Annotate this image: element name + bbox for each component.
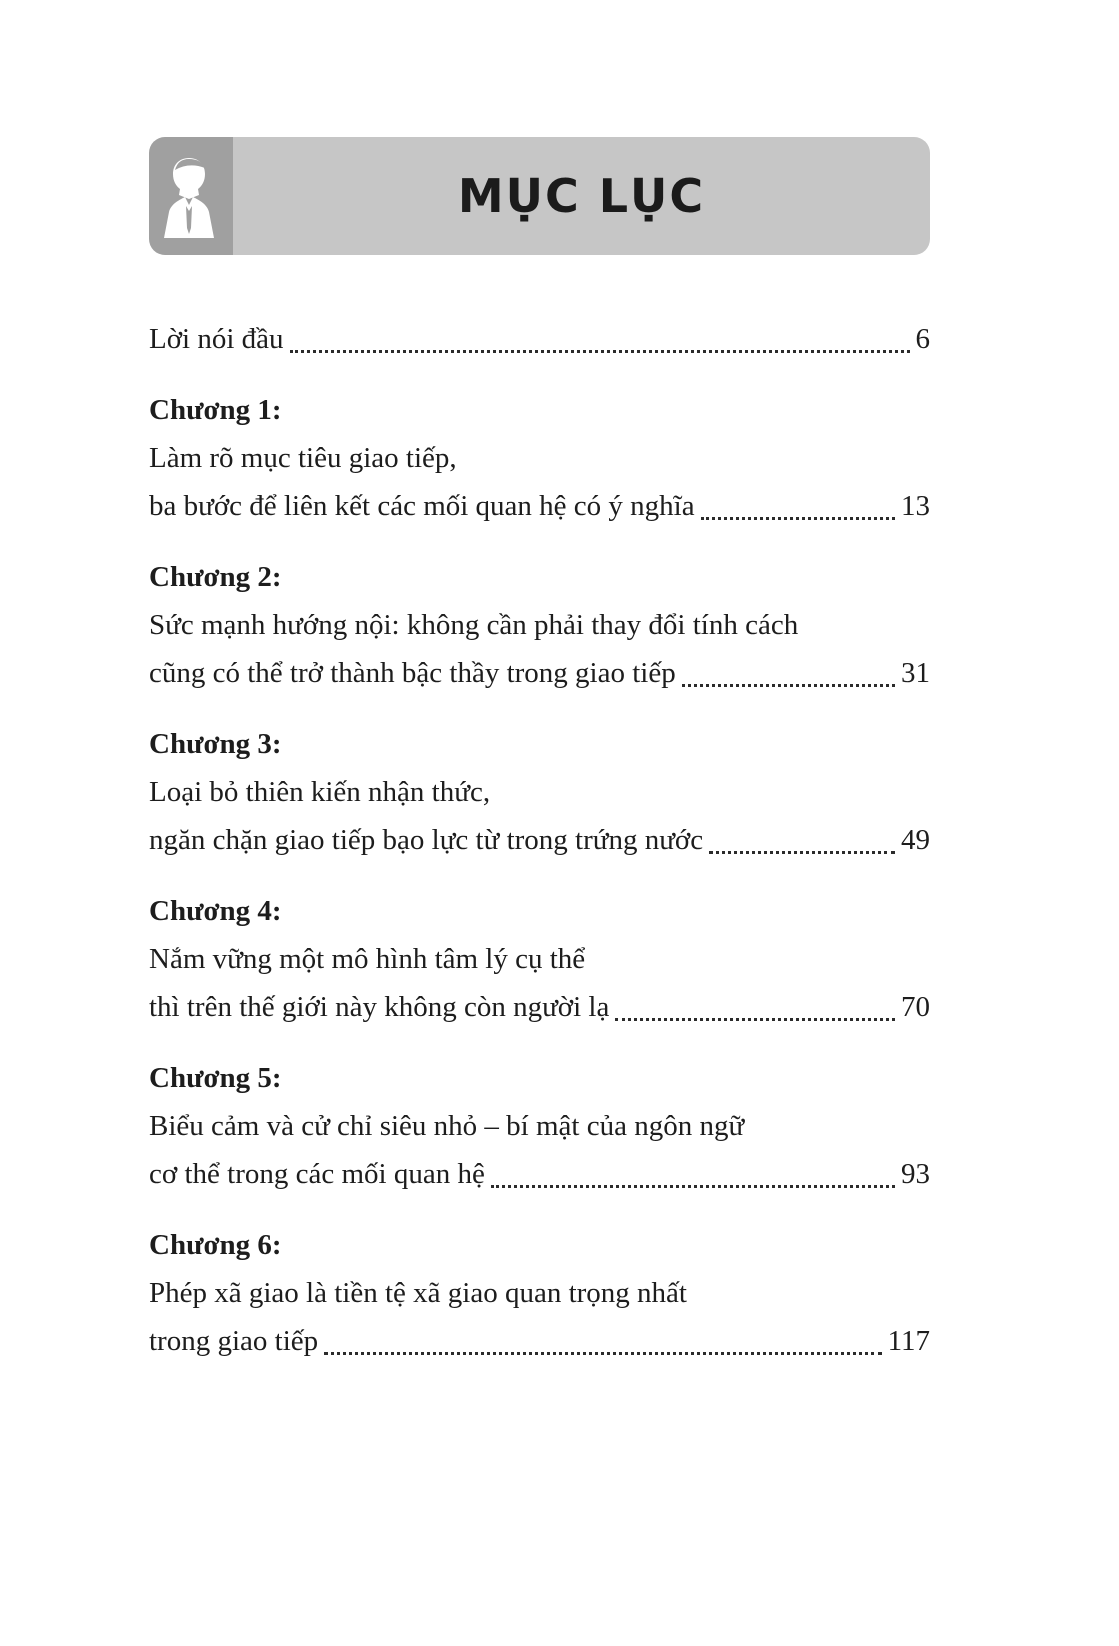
chapter-heading: Chương 6:: [149, 1229, 282, 1261]
dot-leader: [701, 517, 895, 520]
chapter-last-line: [149, 983, 930, 1031]
dot-leader: [324, 1352, 881, 1355]
toc-entry-chapter-5: [149, 1054, 930, 1198]
chapter-page-number: 49: [901, 824, 930, 856]
chapter-line-text: cũng có thể trở thành bậc thầy trong giao tiếp: [149, 657, 676, 689]
man-silhouette-icon: [162, 154, 220, 238]
chapter-line: Biểu cảm và cử chỉ siêu nhỏ – bí mật của ngôn ngữ: [149, 1110, 745, 1142]
dot-leader: [615, 1018, 895, 1021]
chapter-line: Nắm vững một mô hình tâm lý cụ thể: [149, 943, 586, 975]
preface-label: Lời nói đầu: [149, 323, 284, 355]
chapter-last-line: [149, 482, 930, 530]
chapter-last-line: [149, 649, 930, 697]
title-area: [233, 137, 930, 255]
chapter-heading: Chương 1:: [149, 394, 282, 426]
toc-entry-chapter-6: [149, 1221, 930, 1365]
chapter-line-text: cơ thể trong các mối quan hệ: [149, 1158, 485, 1190]
toc-entry-chapter-2: [149, 553, 930, 697]
chapter-line-text: ngăn chặn giao tiếp bạo lực từ trong trứng nước: [149, 824, 704, 856]
toc-entry-chapter-1: [149, 386, 930, 530]
toc-entry-chapter-3: [149, 720, 930, 864]
dot-leader: [682, 684, 895, 687]
chapter-heading: Chương 5:: [149, 1062, 282, 1094]
toc-entry-preface: [149, 315, 930, 363]
chapter-line-text: thì trên thế giới này không còn người lạ: [149, 991, 610, 1023]
chapter-line: Loại bỏ thiên kiến nhận thức,: [149, 776, 491, 808]
chapter-heading: Chương 4:: [149, 895, 282, 927]
chapter-last-line: [149, 1150, 930, 1198]
chapter-line-text: trong giao tiếp: [149, 1325, 319, 1357]
dot-leader: [290, 350, 910, 353]
chapter-line: Sức mạnh hướng nội: không cần phải thay đổi tính cách: [149, 609, 799, 641]
header-banner: [149, 137, 930, 255]
chapter-line: Làm rõ mục tiêu giao tiếp,: [149, 442, 457, 474]
table-of-contents: [149, 315, 930, 1365]
chapter-page-number: 117: [887, 1325, 930, 1357]
publisher-logo: [149, 137, 233, 255]
chapter-last-line: [149, 816, 930, 864]
preface-page-number: 6: [915, 323, 930, 355]
toc-entry-chapter-4: [149, 887, 930, 1031]
dot-leader: [709, 851, 895, 854]
chapter-line-text: ba bước để liên kết các mối quan hệ có ý nghĩa: [149, 490, 695, 522]
dot-leader: [491, 1185, 895, 1188]
chapter-page-number: 70: [901, 991, 930, 1023]
page-title: MỤC LỤC: [457, 169, 706, 223]
chapter-page-number: 93: [901, 1158, 930, 1190]
chapter-page-number: 31: [901, 657, 930, 689]
chapter-heading: Chương 2:: [149, 561, 282, 593]
chapter-line: Phép xã giao là tiền tệ xã giao quan trọng nhất: [149, 1277, 687, 1309]
chapter-last-line: [149, 1317, 930, 1365]
chapter-page-number: 13: [901, 490, 930, 522]
chapter-heading: Chương 3:: [149, 728, 282, 760]
